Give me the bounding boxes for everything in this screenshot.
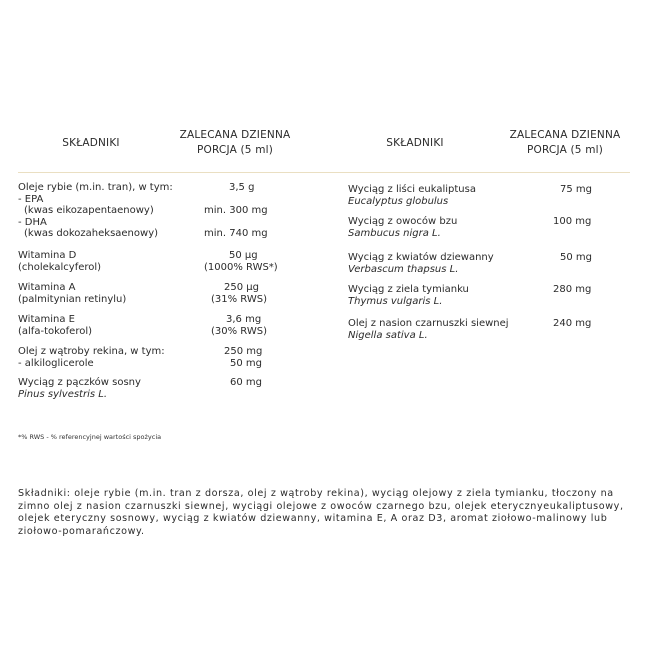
- row-value: 50 mg: [560, 252, 592, 263]
- row-value: 250 mg: [224, 346, 263, 357]
- latin-name: Thymus vulgaris L.: [348, 295, 443, 307]
- left-header-dose-line2: PORCJA (5 ml): [196, 144, 274, 156]
- row-label: Witamina A: [18, 282, 76, 293]
- right-header-dose: [500, 128, 630, 158]
- row-label: Wyciąg z kwiatów dziewanny: [348, 252, 494, 263]
- left-row-vitamin-d: [18, 250, 308, 274]
- row-label: [348, 264, 458, 276]
- row-label: Oleje rybie (m.in. tran), w tym:: [18, 182, 173, 193]
- row-value: 3,6 mg: [226, 314, 262, 325]
- row-label: Olej z wątroby rekina, w tym:: [18, 346, 165, 357]
- row-label: Wyciąg z ziela tymianku: [348, 284, 469, 295]
- row-value: min. 300 mg: [204, 205, 268, 216]
- latin-name: Nigella sativa L.: [348, 329, 428, 341]
- row-label: [348, 196, 448, 208]
- row-label: Wyciąg z owoców bzu: [348, 216, 458, 227]
- left-row-vitamin-e: [18, 314, 308, 338]
- row-label: Wyciąg z liści eukaliptusa: [348, 184, 476, 195]
- row-value: 280 mg: [553, 284, 592, 295]
- right-row-thyme: [348, 284, 630, 308]
- right-row-elderberry: [348, 216, 630, 240]
- row-label: [348, 228, 441, 240]
- row-label: Olej z nasion czarnuszki siewnej: [348, 318, 509, 329]
- left-row-vitamin-a: [18, 282, 308, 306]
- row-label: - EPA: [18, 193, 44, 205]
- latin-name: Sambucus nigra L.: [348, 227, 441, 239]
- row-value: 3,5 g: [229, 182, 255, 193]
- row-label: [348, 330, 428, 342]
- left-row-pine-buds: [18, 377, 308, 401]
- row-label: (cholekalcyferol): [18, 261, 102, 273]
- header-divider: [18, 172, 630, 173]
- footnote-rws: *% RWS - % referencyjnej wartości spożycia: [18, 433, 162, 441]
- row-value: (1000% RWS*): [204, 261, 278, 273]
- left-row-shark-liver-oil: [18, 346, 308, 370]
- row-label: Witamina E: [18, 314, 75, 325]
- row-value: min. 740 mg: [204, 228, 268, 239]
- row-value: 250 µg: [224, 282, 259, 293]
- row-label: [348, 296, 442, 308]
- row-label: - alkiloglicerole: [18, 357, 94, 369]
- row-value: 100 mg: [553, 216, 592, 227]
- row-value: 50 µg: [229, 250, 258, 261]
- left-header-dose: [170, 128, 300, 158]
- row-label: [18, 389, 107, 401]
- right-header-dose-line1: ZALECANA DZIENNA: [509, 129, 621, 141]
- latin-name: Verbascum thapsus L.: [348, 263, 459, 275]
- row-value: 50 mg: [230, 357, 262, 369]
- left-header-ingredients: SKŁADNIKI: [62, 137, 120, 149]
- row-label: Witamina D: [18, 250, 77, 261]
- right-header-ingredients: SKŁADNIKI: [386, 137, 444, 149]
- row-value: 240 mg: [553, 318, 592, 329]
- left-row-fish-oils: [18, 182, 308, 244]
- row-label: (palmitynian retinylu): [18, 293, 127, 305]
- right-row-mullein: [348, 252, 630, 276]
- right-row-eucalyptus: [348, 184, 630, 208]
- row-value: 75 mg: [560, 184, 592, 195]
- latin-name: Pinus sylvestris L.: [18, 388, 108, 400]
- right-row-black-cumin: [348, 318, 630, 342]
- row-label: Wyciąg z pączków sosny: [18, 377, 141, 388]
- right-header-dose-line2: PORCJA (5 ml): [526, 144, 604, 156]
- row-value: 60 mg: [230, 377, 262, 388]
- row-value: (30% RWS): [211, 325, 267, 337]
- row-label: (alfa-tokoferol): [18, 325, 93, 337]
- row-label: - DHA: [18, 216, 47, 228]
- ingredients-paragraph: Składniki: oleje rybie (m.in. tran z dorsza, olej z wątroby rekina), wyciąg olejowy z ziela tymianku, tłoczony na zimno olej z nasion czarnuszki siewnej, wyciągi olejowe z owoców czarnego bzu, olejek eterycznyeukaliptusowy, olejek eteryczny sosnowy, wyciąg z kwiatów dziewanny, witamina E, A oraz D3, aromat ziołowo-malinowy lub ziołowo-pomarańczowy.: [18, 488, 624, 537]
- row-label: (kwas dokozaheksaenowy): [24, 228, 159, 239]
- row-label: (kwas eikozapentaenowy): [24, 205, 154, 216]
- row-value: (31% RWS): [211, 293, 267, 305]
- latin-name: Eucalyptus globulus: [348, 195, 449, 207]
- left-header-dose-line1: ZALECANA DZIENNA: [179, 129, 291, 141]
